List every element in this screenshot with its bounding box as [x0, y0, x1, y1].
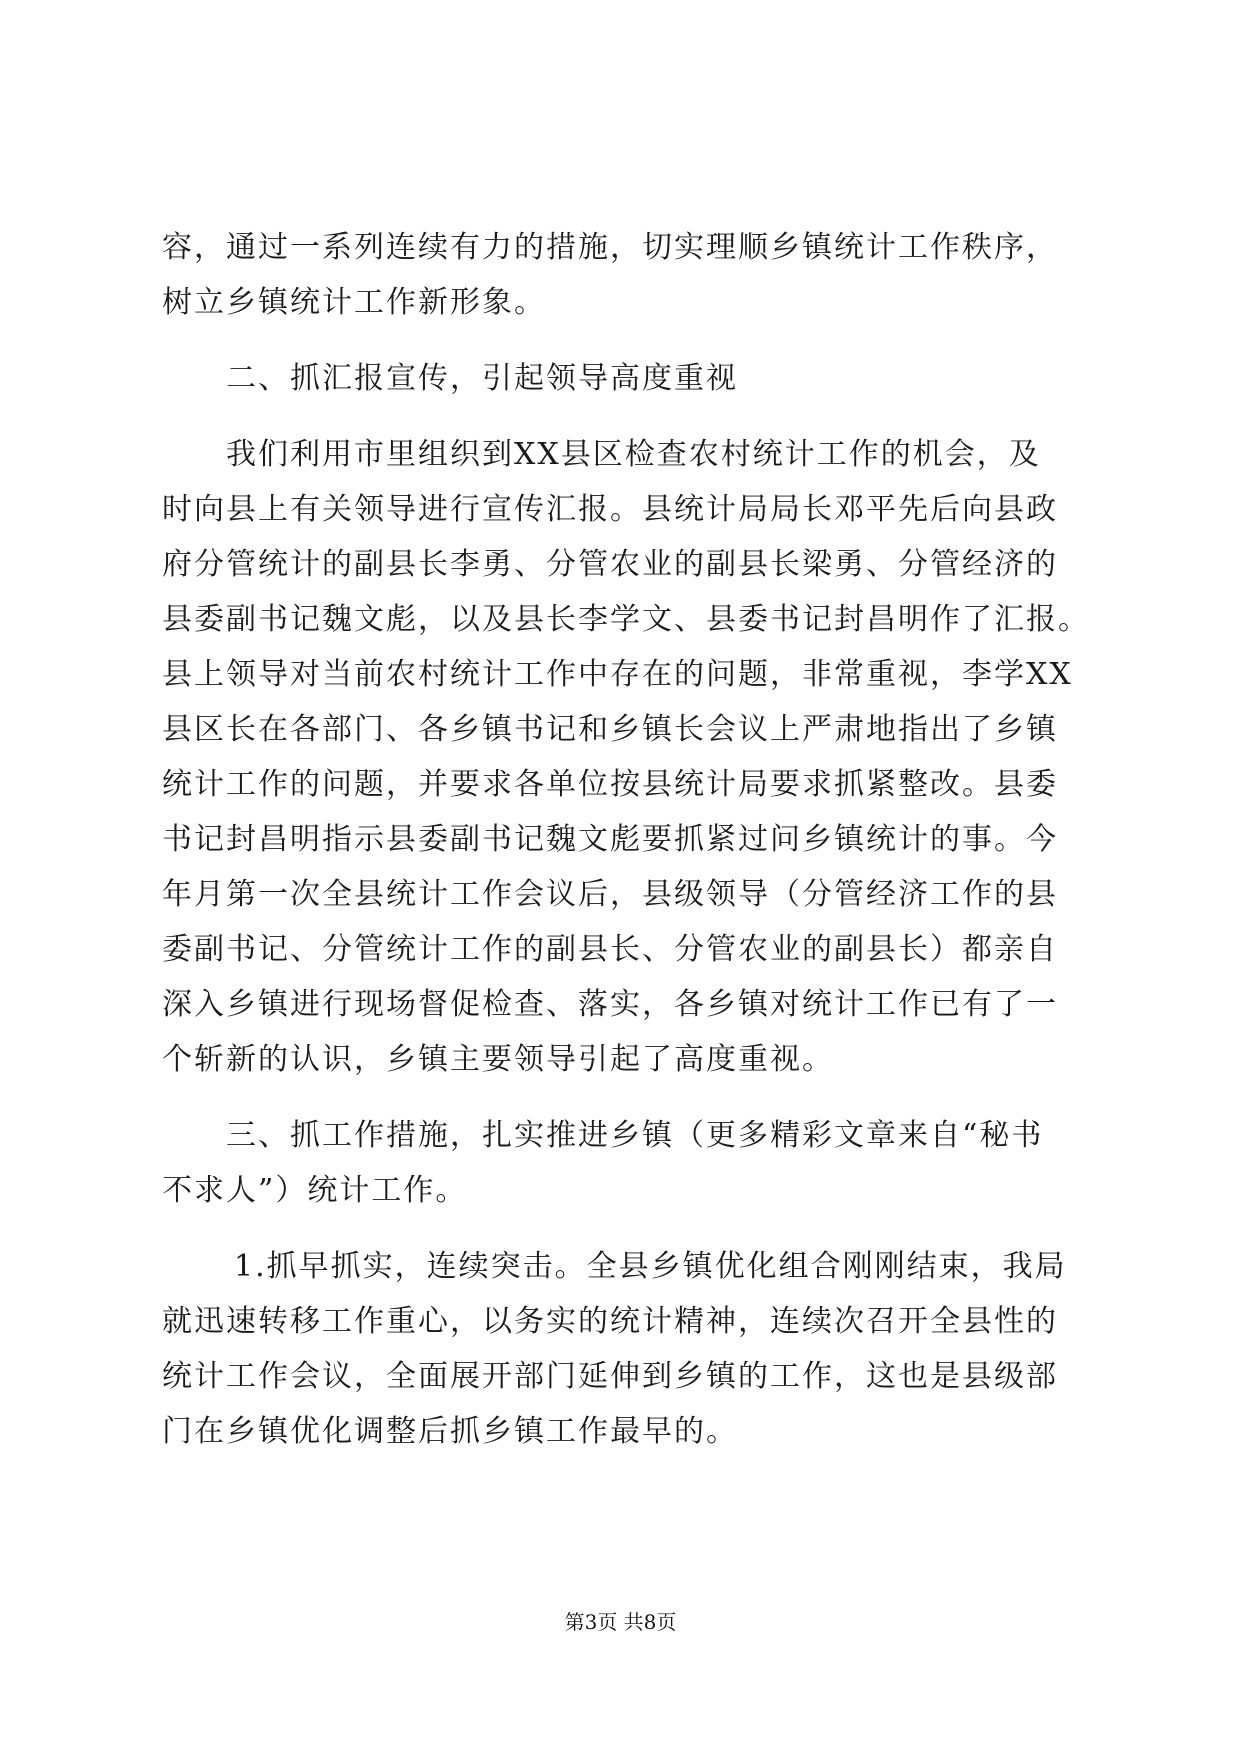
text-line: 府分管统计的副县长李勇、分管农业的副县长梁勇、分管经济的	[162, 547, 1058, 582]
text-line: 深入乡镇进行现场督促检查、落实，各乡镇对统计工作已有了一	[162, 987, 1058, 1022]
section-heading: 二、抓汇报宣传，引起领导高度重视	[226, 361, 738, 396]
text-line: 县上领导对当前农村统计工作中存在的问题，非常重视，李学XX	[162, 657, 1073, 692]
text-line: 树立乡镇统计工作新形象。	[162, 285, 546, 320]
text-line: 不求人”）统计工作。	[162, 1173, 468, 1208]
text-line: 统计工作的问题，并要求各单位按县统计局要求抓紧整改。县委	[162, 767, 1058, 802]
section-heading: 三、抓工作措施，扎实推进乡镇（更多精彩文章来自“秘书	[226, 1118, 1044, 1153]
text-line: 县委副书记魏文彪，以及县长李学文、县委书记封昌明作了汇报。	[162, 602, 1090, 637]
text-line: 书记封昌明指示县委副书记魏文彪要抓紧过问乡镇统计的事。今	[162, 822, 1058, 857]
text-line: 门在乡镇优化调整后抓乡镇工作最早的。	[162, 1414, 738, 1449]
text-line: 容，通过一系列连续有力的措施，切实理顺乡镇统计工作秩序，	[162, 230, 1058, 265]
text-line: 年月第一次全县统计工作会议后，县级领导（分管经济工作的县	[162, 877, 1058, 912]
text-line: 就迅速转移工作重心，以务实的统计精神，连续次召开全县性的	[162, 1304, 1058, 1339]
text-line: 1.抓早抓实，连续突击。全县乡镇优化组合刚刚结束，我局	[234, 1249, 1067, 1284]
text-line: 时向县上有关领导进行宣传汇报。县统计局局长邓平先后向县政	[162, 492, 1058, 527]
text-line: 委副书记、分管统计工作的副县长、分管农业的副县长）都亲自	[162, 932, 1058, 967]
page-footer: 第3页 共8页	[564, 1610, 677, 1634]
text-line: 个斩新的认识，乡镇主要领导引起了高度重视。	[162, 1042, 834, 1077]
text-line: 统计工作会议，全面展开部门延伸到乡镇的工作，这也是县级部	[162, 1359, 1058, 1394]
text-line: 县区长在各部门、各乡镇书记和乡镇长会议上严肃地指出了乡镇	[162, 712, 1058, 747]
text-line: 我们利用市里组织到XX县区检查农村统计工作的机会，及	[226, 437, 1041, 472]
